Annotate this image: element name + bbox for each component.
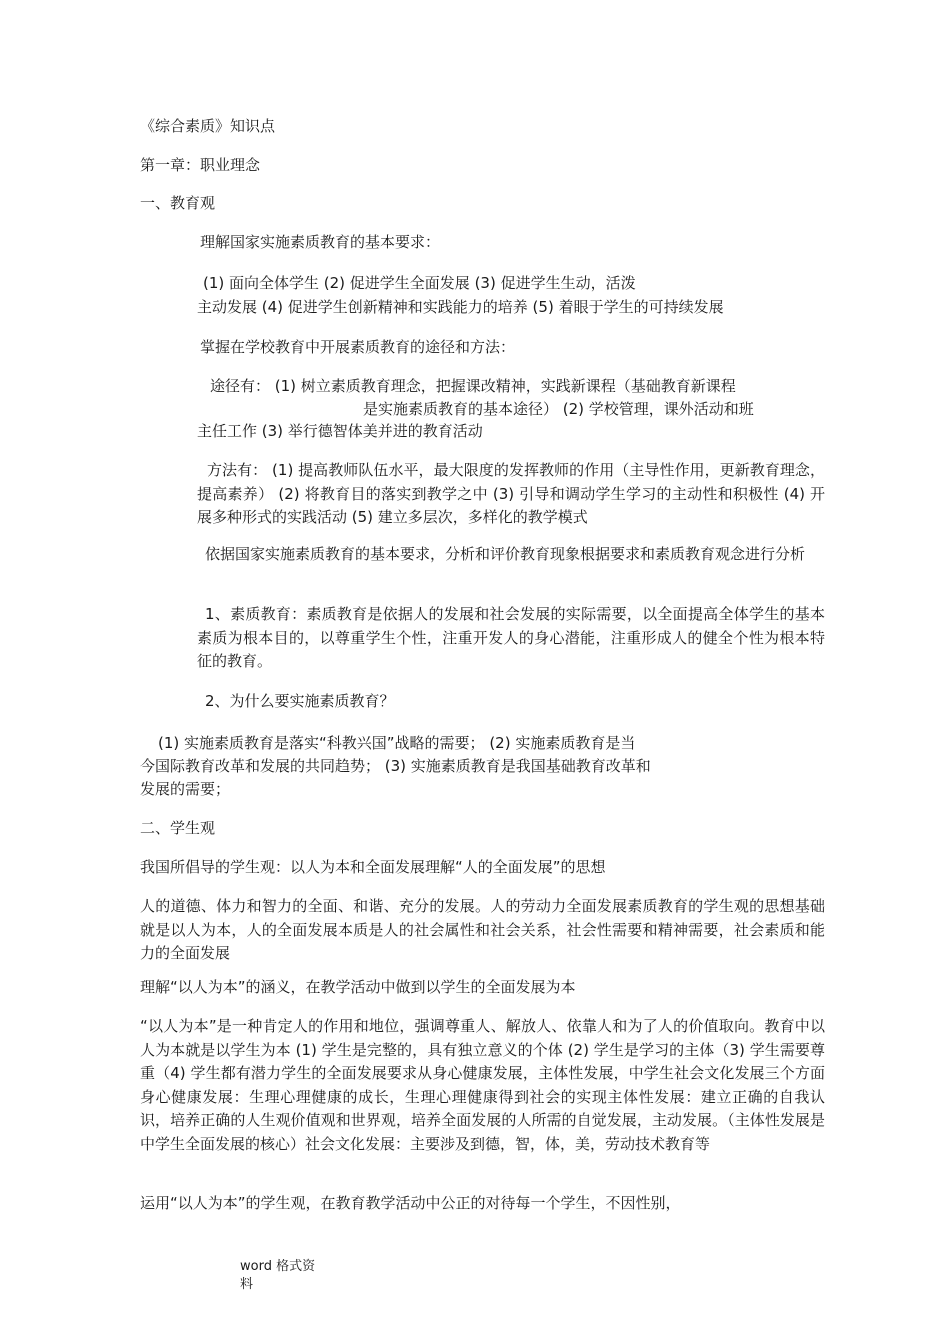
methods-paragraph: 方法有： (1) 提高教师队伍水平，最大限度的发挥教师的作用（主导性作用，更新教育理念，提高素养） (2) 将教育目的落实到教学之中 (3) 引导和调动学生学习的主动性和积极性 (4) 开展多种形式的实践活动 (5) 建立多层次，多样化的教学模式 (197, 461, 825, 526)
footer-line-2: 料 (240, 1277, 254, 1292)
section-heading-2: 二、学生观 (140, 819, 216, 837)
definition-paragraph: 1、素质教育：素质教育是依据人的发展和社会发展的实际需要，以全面提高全体学生的基本素质为根本目的，以尊重学生个性，注重开发人的身心潜能，注重形成人的健全个性为根本特征的教育。 (197, 605, 825, 670)
reasons-line-3: 发展的需要； (140, 780, 231, 798)
ways-heading: 掌握在学校教育中开展素质教育的途径和方法： (200, 338, 516, 356)
footer-line-1: word 格式资 (240, 1259, 316, 1274)
ways-line-2: 是实施素质教育的基本途径） (2) 学校管理，课外活动和班 (363, 400, 754, 418)
ways-line-3: 主任工作 (3) 举行德智体美并进的教育活动 (197, 422, 483, 440)
analysis-paragraph: 依据国家实施素质教育的基本要求，分析和评价教育现象根据要求和素质教育观念进行分析 (205, 545, 806, 563)
why-heading: 2、为什么要实施素质教育？ (205, 692, 395, 710)
development-paragraph: 人的道德、体力和智力的全面、和谐、充分的发展。人的劳动力全面发展素质教育的学生观的思想基础就是以人为本，人的全面发展本质是人的社会属性和社会关系，社会性需要和精神需要，社会素质和能力的全面发展 (140, 897, 825, 962)
apply-line: 运用“以人为本”的学生观，在教育教学活动中公正的对待每一个学生，不因性别， (140, 1194, 681, 1212)
reasons-line-1: (1) 实施素质教育是落实“科教兴国”战略的需要； (2) 实施素质教育是当 (158, 734, 636, 752)
requirements-heading: 理解国家实施素质教育的基本要求： (200, 233, 441, 251)
doc-title: 《综合素质》知识点 (140, 117, 276, 135)
section-heading-1: 一、教育观 (140, 194, 216, 212)
page-footer (240, 1258, 315, 1294)
reasons-line-2: 今国际教育改革和发展的共同趋势； (3) 实施素质教育是我国基础教育改革和 (140, 757, 651, 775)
understand-line: 理解“以人为本”的涵义，在教学活动中做到以学生的全面发展为本 (140, 978, 576, 996)
chapter-heading: 第一章：职业理念 (140, 156, 261, 174)
requirements-line-1: (1) 面向全体学生 (2) 促进学生全面发展 (3) 促进学生生动，活泼 (203, 274, 636, 292)
ways-line-1: 途径有： (1) 树立素质教育理念，把握课改精神，实践新课程（基础教育新课程 (210, 377, 736, 395)
student-view-line: 我国所倡导的学生观：以人为本和全面发展理解“人的全面发展”的思想 (140, 858, 606, 876)
people-oriented-paragraph: “以人为本”是一种肯定人的作用和地位，强调尊重人、解放人、依靠人和为了人的价值取向。教育中以人为本就是以学生为本 (1) 学生是完整的，具有独立意义的个体 (2) 学生是学习的主体（3) 学生需要尊重（4) 学生都有潜力学生的全面发展要求从身心健康发展，主体性发展，中学生社会文化发展三个方面身心健康发展：生理心理健康的成长，生理心理健康得到社会的实现主体性发展：建立正确的自我认识，培养正确的人生观价值观和世界观，培养全面发展的人所需的自觉发展，主动发展。（主体性发展是中学生全面发展的核心）社会文化发展：主要涉及到德，智，体，美，劳动技术教育等 (140, 1017, 825, 1153)
requirements-line-2: 主动发展 (4) 促进学生创新精神和实践能力的培养 (5) 着眼于学生的可持续发展 (197, 298, 724, 316)
